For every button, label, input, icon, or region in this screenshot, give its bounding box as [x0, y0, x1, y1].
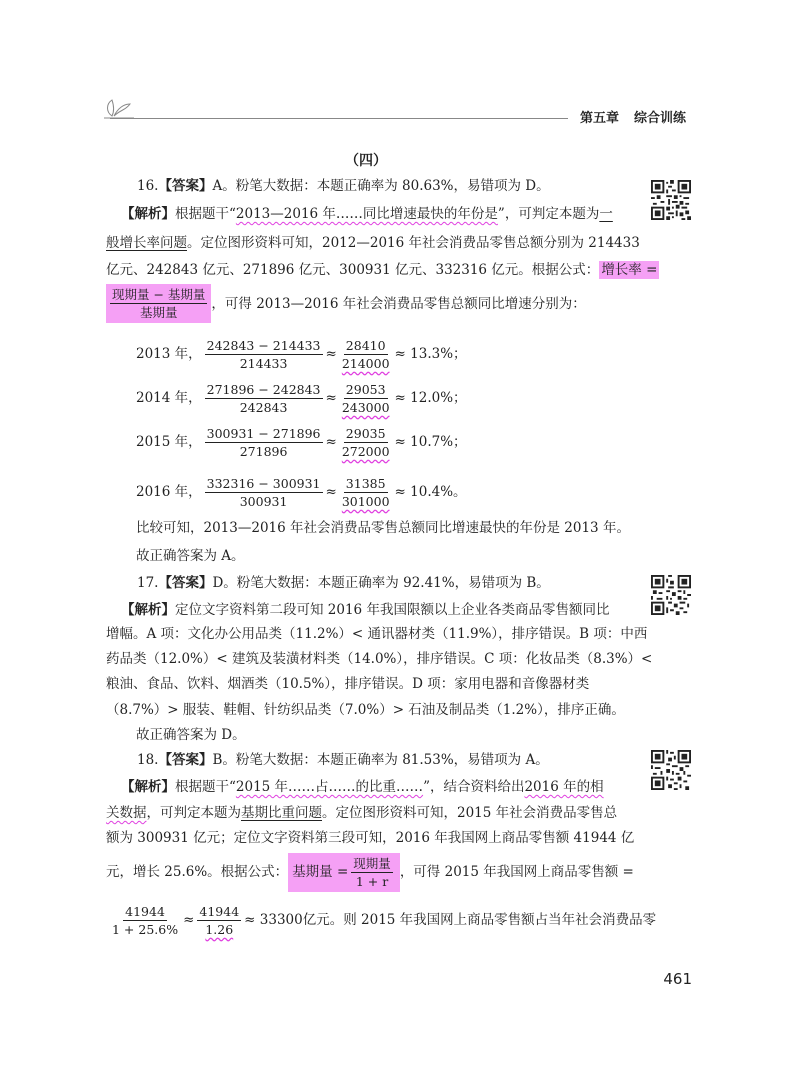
text: ”，可判定本题为: [497, 206, 600, 222]
answer-text: B。粉笔大数据：本题正确率为 81.53%，易错项为 A。: [212, 752, 549, 768]
analysis-tag: 【解析】: [121, 206, 175, 222]
calc-numerator: 271896 − 242843: [206, 381, 321, 397]
text: ”，结合资料给出: [423, 779, 525, 795]
calc-numerator: 41944: [199, 903, 240, 919]
growth-rate-formula: [106, 284, 211, 323]
calc-denominator: 1 + 25.6%: [112, 921, 179, 937]
calc-denominator: 242843: [239, 399, 288, 415]
calc-year: 2016 年，: [136, 484, 202, 500]
formula-denominator: 基期量: [139, 305, 178, 320]
question-number: 18.: [137, 752, 159, 768]
approx-sign: ≈: [325, 484, 337, 500]
text: 亿元、242843 亿元、271896 亿元、300931 亿元、332316 亿元。根据公式：: [106, 262, 600, 278]
answer-tag: 【答案】: [158, 752, 213, 768]
base-quantity-formula: [288, 853, 400, 892]
calc-numerator: 29053: [345, 381, 386, 397]
text: ，可得 2013—2016 年社会消费品零售总额同比增速分别为：: [211, 295, 586, 312]
question-number: 17.: [137, 575, 159, 591]
q18-analysis-line: [121, 777, 604, 797]
calc-year: 2015 年，: [136, 434, 202, 450]
calc-numerator: 28410: [345, 337, 386, 353]
q18-text-line: [106, 803, 617, 823]
calc-result: ≈ 13.3%；: [394, 346, 467, 362]
highlighted-text: 2016 年的相: [524, 779, 604, 795]
calc-numerator: 31385: [345, 475, 386, 491]
question-number: 16.: [137, 178, 159, 194]
page-number: 461: [663, 970, 692, 988]
q16-answer-line: [137, 176, 550, 196]
q17-text-line: 药品类（12.0%）< 建筑及装潢材料类（14.0%），排序错误。C 项：化妆品类（8.3%）<: [106, 651, 653, 667]
approx-sign: ≈: [183, 912, 195, 928]
q16-text-line: [106, 260, 659, 280]
qr-code-icon[interactable]: [651, 750, 691, 790]
calc-row: [136, 334, 467, 374]
approx-sign: ≈: [325, 434, 337, 450]
text: 根据题干“: [175, 206, 236, 222]
text: 。定位图形资料可知，2012—2016 年社会消费品零售总额分别为 214433: [187, 235, 640, 251]
calc-numerator: 332316 − 300931: [206, 475, 321, 491]
approx-sign: ≈: [325, 390, 337, 406]
calc-denominator: 272000: [341, 443, 390, 459]
calc-numerator: 300931 − 271896: [206, 425, 321, 441]
text: 元，增长 25.6%。根据公式：: [106, 864, 289, 880]
calc-result: ≈ 10.7%；: [394, 434, 467, 450]
calc-row: [136, 472, 467, 512]
section-label: 综合训练: [634, 111, 687, 126]
text: ，可得 2015 年我国网上商品零售额 =: [399, 864, 634, 880]
calc-denominator: 300931: [239, 493, 288, 509]
highlighted-text: 关数据: [106, 805, 147, 821]
q17-analysis-line: [121, 600, 609, 620]
formula-denominator: 1 + r: [355, 873, 389, 889]
calc-numerator: 242843 − 214433: [206, 337, 321, 353]
underlined-text: 基期比重问题: [241, 805, 322, 821]
calc-numerator: 29035: [345, 425, 386, 441]
q17-final: 故正确答案为 D。: [136, 727, 246, 743]
calc-year: 2013 年，: [136, 346, 202, 362]
calc-row: [136, 378, 467, 418]
q18-formula-line: [106, 850, 634, 894]
qr-code-icon[interactable]: [651, 575, 691, 615]
q16-final: 故正确答案为 A。: [136, 548, 245, 564]
calc-numerator: 41944: [125, 903, 165, 919]
answer-text: A。粉笔大数据：本题正确率为 80.63%，易错项为 D。: [212, 178, 550, 194]
formula-numerator: 现期量 − 基期量: [112, 287, 206, 302]
formula-numerator: 现期量: [353, 855, 391, 871]
formula-highlight: 增长率 =: [601, 262, 658, 278]
analysis-tag: 【解析】: [121, 779, 175, 795]
q16-analysis-line: [121, 204, 613, 224]
formula-lhs: 基期量 =: [292, 864, 349, 880]
q16-conclusion: 比较可知，2013—2016 年社会消费品零售总额同比增速最快的年份是 2013 年。: [136, 520, 630, 536]
calc-result: ≈ 12.0%；: [394, 390, 467, 406]
highlighted-text: 2013—2016 年……同比增速最快的年份是: [235, 206, 498, 222]
approx-sign: ≈: [325, 346, 337, 362]
text: ，可判定本题为: [146, 805, 241, 821]
calc-denominator: 1.26: [205, 921, 234, 937]
calc-year: 2014 年，: [136, 390, 202, 406]
calc-denominator: 301000: [341, 493, 390, 509]
section-title: （四）: [345, 153, 387, 169]
header-rule: [110, 118, 568, 119]
q16-formula-line: [106, 284, 586, 323]
answer-text: D。粉笔大数据：本题正确率为 92.41%，易错项为 B。: [212, 575, 550, 591]
q18-answer-line: [137, 750, 549, 770]
calc-denominator: 243000: [341, 399, 390, 415]
calc-denominator: 214433: [239, 355, 288, 371]
calc-row: [136, 422, 467, 462]
text: ≈ 33300亿元。则 2015 年我国网上商品零售额占当年社会消费品零: [244, 912, 657, 928]
q17-text-line: 粮油、食品、饮料、烟酒类（10.5%），排序错误。D 项：家用电器和音像器材类: [106, 676, 590, 692]
q18-calc-line: [110, 900, 656, 940]
chapter-label: 第五章: [580, 111, 620, 126]
underlined-text: 一: [599, 206, 613, 222]
analysis-tag: 【解析】: [121, 602, 175, 618]
underlined-text: 般增长率问题: [106, 235, 187, 251]
calc-denominator: 271896: [239, 443, 288, 459]
qr-code-icon[interactable]: [651, 180, 691, 220]
text: 。定位图形资料可知，2015 年社会消费品零售总: [322, 805, 618, 821]
q16-text-line: [106, 233, 640, 253]
q17-text-line: 增幅。A 项：文化办公用品类（11.2%）< 通讯器材类（11.9%），排序错误。B 项：中西: [106, 626, 648, 642]
calc-result: ≈ 10.4%。: [394, 484, 467, 500]
answer-tag: 【答案】: [158, 178, 213, 194]
q17-answer-line: [137, 573, 550, 593]
text: 根据题干“: [175, 779, 236, 795]
q17-text-line: （8.7%）> 服装、鞋帽、针纺织品类（7.0%）> 石油及制品类（1.2%），排序正确。: [106, 702, 625, 718]
text: 定位文字资料第二段可知 2016 年我国限额以上企业各类商品零售额同比: [175, 602, 610, 618]
highlighted-text: 2015 年……占……的比重……: [235, 779, 424, 795]
leaf-ornament-icon: [100, 96, 136, 124]
q18-text-line: 额为 300931 亿元；定位文字资料第三段可知，2016 年我国网上商品零售额 41944 亿: [106, 830, 635, 846]
answer-tag: 【答案】: [158, 575, 213, 591]
calc-denominator: 214000: [341, 355, 390, 371]
